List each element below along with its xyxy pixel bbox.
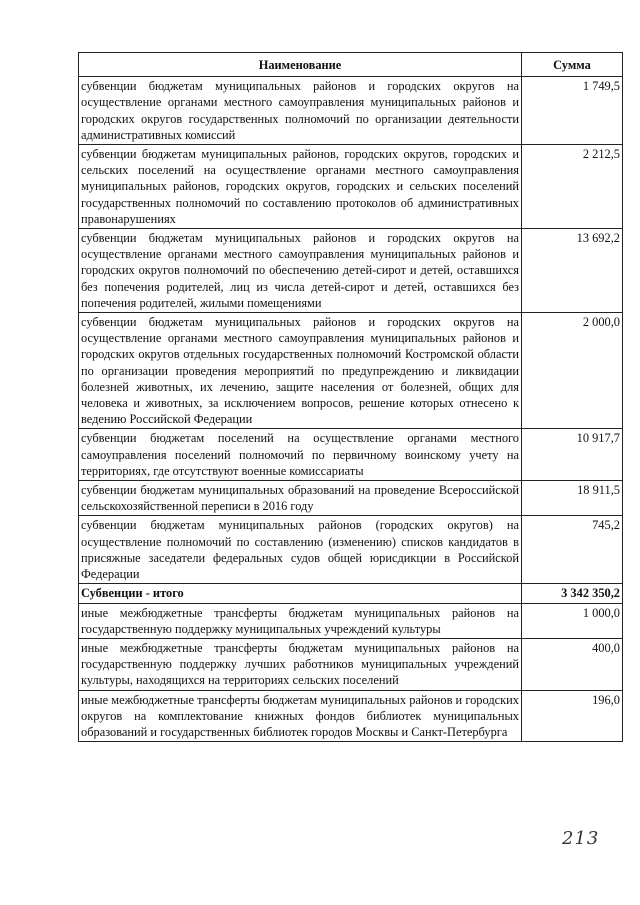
table-row (79, 481, 623, 516)
table-header-row (79, 53, 623, 77)
row-amount: 400,0 (522, 638, 623, 690)
row-name: субвенции бюджетам муниципальных районов и городских округов на осуществление органами местного самоуправления муниципальных районов и городских округов полномочий по обеспечению детей-сирот и детей, оставшихся без попечения родителей, лиц из числа детей-сирот и детей, оставшихся без попечения родителей, жилыми помещениями (79, 229, 522, 313)
row-name: субвенции бюджетам муниципальных районов, городских округов, городских и сельских поселений на осуществление органами местного самоуправления муниципальных районов, городских округов, городских и сельских поселений государственных полномочий по составлению протоколов об административных правонарушениях (79, 145, 522, 229)
handwritten-page-number: 213 (562, 828, 600, 849)
row-name: иные межбюджетные трансферты бюджетам муниципальных районов на государственную поддержку лучших работников муниципальных учреждений культуры, находящихся на территориях сельских поселений (79, 638, 522, 690)
table-row (79, 77, 623, 145)
row-amount: 18 911,5 (522, 481, 623, 516)
column-header-name: Наименование (79, 53, 522, 77)
table-row (79, 516, 623, 584)
row-amount: 1 000,0 (522, 603, 623, 638)
row-amount: 10 917,7 (522, 429, 623, 481)
table-row (79, 603, 623, 638)
column-header-amount: Сумма (522, 53, 623, 77)
budget-table (78, 52, 623, 742)
row-amount: 13 692,2 (522, 229, 623, 313)
row-name: субвенции бюджетам муниципальных районов и городских округов на осуществление органами местного самоуправления муниципальных районов и городских округов отдельных государственных полномочий Костромской области по организации проведения мероприятий по предупреждению и ликвидации болезней животных, их лечению, защите населения от болезней, общих для человека и животных, за исключением вопросов, решение которых отнесено к ведению Российской Федерации (79, 313, 522, 429)
row-amount: 196,0 (522, 690, 623, 742)
row-amount: 2 212,5 (522, 145, 623, 229)
row-amount: 745,2 (522, 516, 623, 584)
table-row (79, 145, 623, 229)
row-amount: 2 000,0 (522, 313, 623, 429)
table-row-total (79, 584, 623, 603)
row-name: иные межбюджетные трансферты бюджетам муниципальных районов и городских округов на комплектование книжных фондов библиотек муниципальных образований и государственных библиотек городов Москвы и Санкт-Петербурга (79, 690, 522, 742)
table-row (79, 429, 623, 481)
row-name: субвенции бюджетам муниципальных образований на проведение Всероссийской сельскохозяйственной переписи в 2016 году (79, 481, 522, 516)
table-row (79, 313, 623, 429)
row-amount: 1 749,5 (522, 77, 623, 145)
row-name: Субвенции - итого (79, 584, 522, 603)
row-amount: 3 342 350,2 (522, 584, 623, 603)
table-row (79, 690, 623, 742)
table-row (79, 229, 623, 313)
table-row (79, 638, 623, 690)
row-name: субвенции бюджетам поселений на осуществление органами местного самоуправления поселений полномочий по первичному воинскому учету на территориях, где отсутствуют военные комиссариаты (79, 429, 522, 481)
row-name: субвенции бюджетам муниципальных районов (городских округов) на осуществление полномочий по составлению (изменению) списков кандидатов в присяжные заседатели федеральных судов общей юрисдикции в Российской Федерации (79, 516, 522, 584)
row-name: субвенции бюджетам муниципальных районов и городских округов на осуществление органами местного самоуправления муниципальных районов и городских округов государственных полномочий по организации деятельности административных комиссий (79, 77, 522, 145)
row-name: иные межбюджетные трансферты бюджетам муниципальных районов на государственную поддержку муниципальных учреждений культуры (79, 603, 522, 638)
